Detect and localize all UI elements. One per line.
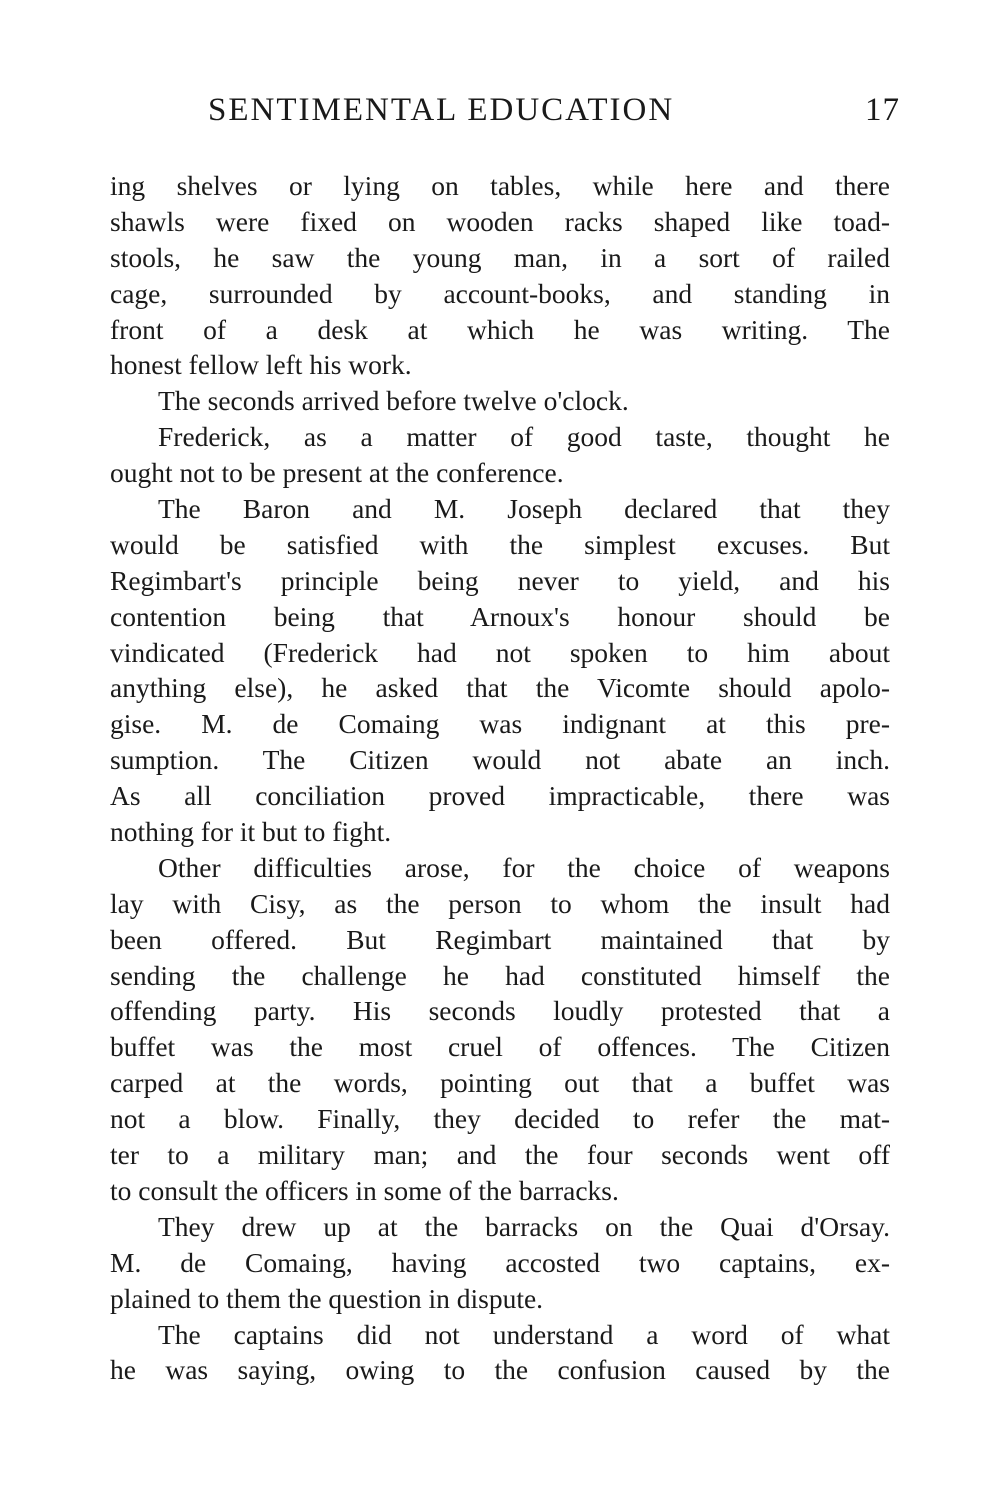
text-line: contention being that Arnoux's honour should be xyxy=(110,600,890,632)
text-line: he was saying, owing to the confusion caused by the xyxy=(110,1354,890,1386)
text-line: carped at the words, pointing out that a buffet was xyxy=(110,1067,890,1099)
text-line: The captains did not understand a word of what xyxy=(158,1318,890,1350)
page-header xyxy=(110,92,900,138)
text-line: gise. M. de Comaing was indignant at this pre- xyxy=(110,708,890,740)
text-line: cage, surrounded by account-books, and standing in xyxy=(110,277,890,309)
text-line: The Baron and M. Joseph declared that they xyxy=(158,493,890,525)
text-line: plained to them the question in dispute. xyxy=(110,1282,544,1314)
text-line: nothing for it but to fight. xyxy=(110,816,392,848)
text-line: stools, he saw the young man, in a sort of railed xyxy=(110,241,890,273)
text-line: ought not to be present at the conference. xyxy=(110,457,564,489)
text-line: They drew up at the barracks on the Quai d'Orsay. xyxy=(158,1210,890,1242)
text-line: been offered. But Regimbart maintained that by xyxy=(110,923,890,955)
text-line: ter to a military man; and the four seconds went off xyxy=(110,1139,890,1171)
text-line: to consult the officers in some of the barracks. xyxy=(110,1174,619,1206)
text-line: front of a desk at which he was writing. The xyxy=(110,313,890,345)
text-line: ing shelves or lying on tables, while here and there xyxy=(110,170,890,201)
text-line: would be satisfied with the simplest excuses. But xyxy=(110,528,890,560)
text-line: buffet was the most cruel of offences. The Citizen xyxy=(110,1031,890,1063)
running-title: SENTIMENTAL EDUCATION xyxy=(208,92,675,128)
text-line: vindicated (Frederick had not spoken to him about xyxy=(110,636,890,668)
text-line: sending the challenge he had constituted himself the xyxy=(110,959,890,991)
text-line: not a blow. Finally, they decided to refer the mat- xyxy=(110,1103,890,1135)
text-line: As all conciliation proved impracticable, there was xyxy=(110,780,890,812)
text-line: sumption. The Citizen would not abate an inch. xyxy=(110,744,890,776)
text-line: Frederick, as a matter of good taste, thought he xyxy=(158,421,890,453)
text-line: The seconds arrived before twelve o'clock. xyxy=(158,385,629,417)
text-line: anything else), he asked that the Vicomte should apolo- xyxy=(110,672,890,704)
text-line: honest fellow left his work. xyxy=(110,349,412,381)
text-line: lay with Cisy, as the person to whom the insult had xyxy=(110,887,890,919)
text-line: offending party. His seconds loudly protested that a xyxy=(110,995,890,1027)
body-text xyxy=(110,168,890,1388)
page-number: 17 xyxy=(865,92,900,128)
text-line: M. de Comaing, having accosted two captains, ex- xyxy=(110,1246,890,1278)
text-line: Other difficulties arose, for the choice of weapons xyxy=(158,851,890,883)
text-line: shawls were fixed on wooden racks shaped like toad- xyxy=(110,205,890,237)
text-line: Regimbart's principle being never to yield, and his xyxy=(110,564,890,596)
